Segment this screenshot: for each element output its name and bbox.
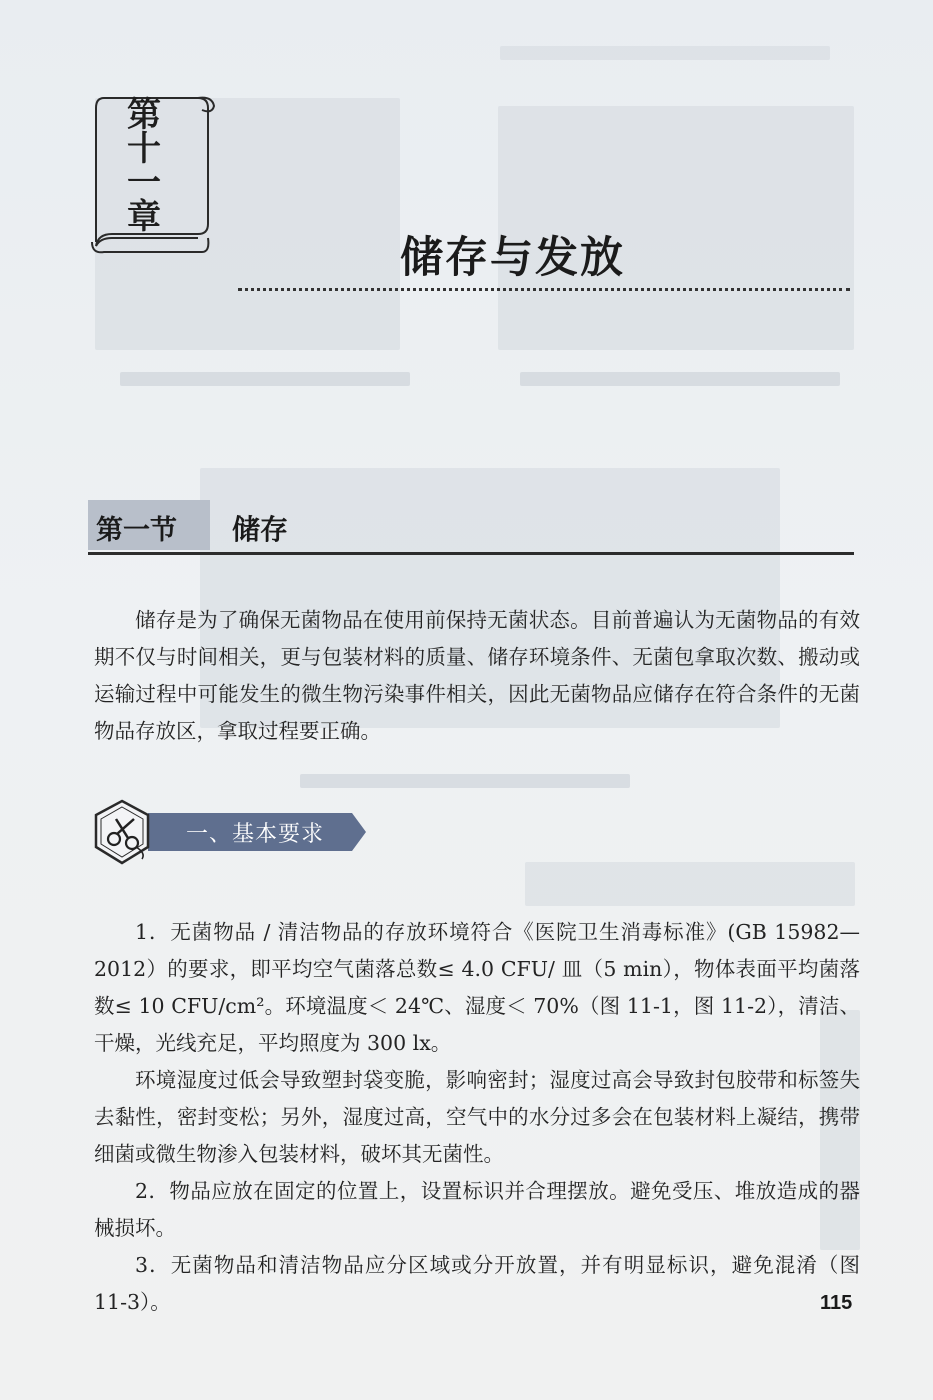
- subsection-header: [90, 797, 380, 867]
- chapter-dotted-rule: [238, 288, 850, 291]
- bleed-through-banner: [525, 862, 855, 906]
- bleed-through-caption-middle: [300, 774, 630, 788]
- subsection-title: 一、基本要求: [186, 822, 325, 847]
- item-paragraph: 3．无菌物品和清洁物品应分区域或分开放置，并有明显标识，避免混淆（图 11-3）。: [94, 1253, 860, 1314]
- section-header: [88, 500, 854, 555]
- section-title: 储存: [232, 513, 289, 546]
- item-paragraph: 环境湿度过低会导致塑封袋变脆，影响密封；湿度过高会导致封包胶带和标签失去黏性，密封变松；另外，湿度过高，空气中的水分过多会在包装材料上凝结，携带细菌或微生物渗入包装材料，破坏其无菌性。: [94, 1068, 860, 1166]
- section-label: 第一节: [96, 515, 177, 546]
- item-paragraph: 2．物品应放在固定的位置上，设置标识并合理摆放。避免受压、堆放造成的器械损坏。: [94, 1179, 860, 1240]
- chapter-number: 第十一章: [127, 95, 161, 237]
- scissors-tool-icon: [94, 803, 154, 863]
- intro-paragraph: 储存是为了确保无菌物品在使用前保持无菌状态。目前普遍认为无菌物品的有效期不仅与时间相关，更与包装材料的质量、储存环境条件、无菌包拿取次数、搬动或运输过程中可能发生的微生物污染事件相关，因此无菌物品应储存在符合条件的无菌物品存放区，拿取过程要正确。: [94, 608, 860, 743]
- bleed-through-caption-right: [520, 372, 840, 386]
- page-number: 115: [820, 1292, 853, 1314]
- bleed-through-caption-left: [120, 372, 410, 386]
- section-label-box: [88, 500, 210, 550]
- item-paragraph: 1．无菌物品 / 清洁物品的存放环境符合《医院卫生消毒标准》(GB 15982—2012）的要求，即平均空气菌落总数≤ 4.0 CFU/ 皿（5 min），物体表面平均菌落数≤ 10 CFU/cm²。环境温度＜ 24℃、湿度＜ 70%（图 11-1，图 11-2），清洁、干燥，光线充足，平均照度为 300 lx。: [94, 920, 860, 1055]
- chapter-scroll-banner: [90, 92, 210, 252]
- chapter-title: 储存与发放: [400, 233, 625, 283]
- bleed-through-header: [500, 46, 830, 60]
